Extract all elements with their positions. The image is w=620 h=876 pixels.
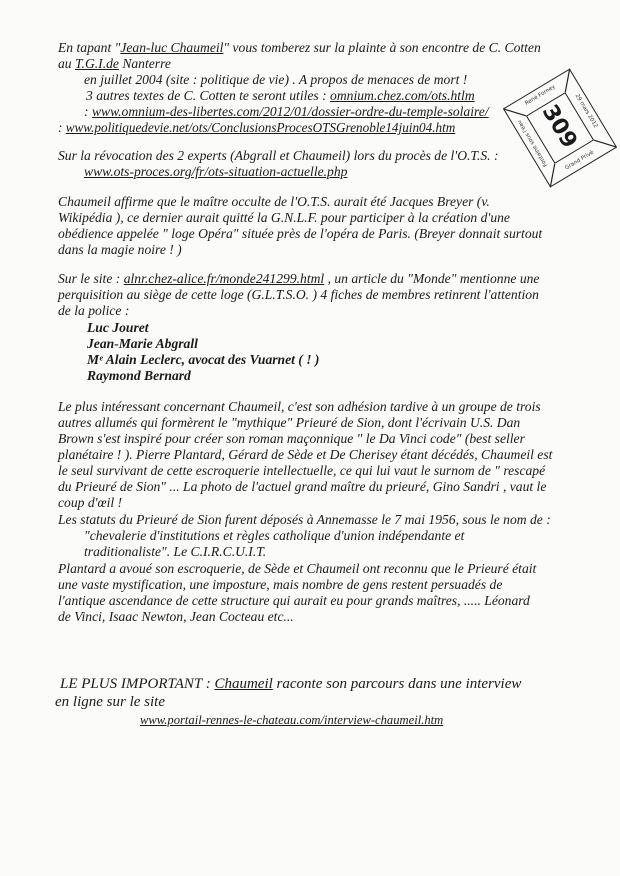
para5-line: le seul survivant de cette escroquerie intellectuelle, ce qui lui vaut le surnom de " rescapé — [58, 463, 546, 478]
para3-line: Wikipédia ), ce dernier aurait quitté la G.N.L.F. pour participer à la création d'une — [58, 210, 510, 225]
para5-tail-line: l'antique ascendance de cette structure qui aurait eu pour grands maîtres, ..... Léonard — [58, 593, 530, 608]
para5-line: du Prieuré de Sion" ... La photo de l'actuel grand maître du prieuré, Gino Sandri , vaut le — [58, 479, 547, 494]
member-item: Jean-Marie Abgrall — [87, 336, 198, 351]
para1-line2: au T.G.I.de Nanterre — [58, 56, 171, 71]
para5-line: planétaire ! ). Pierre Plantard, Gérard de Sède et De Cherisey étant décédés, Chaumeil est — [58, 447, 553, 462]
link-alnr[interactable]: alnr.chez-alice.fr/monde241299.html — [123, 271, 325, 286]
para5-indented-line: traditionaliste". Le C.I.R.C.U.I.T. — [84, 544, 267, 559]
para1-line6: : www.politiquedevie.net/ots/ConclusionsProcesOTSGrenoble14juin04.htm — [58, 120, 456, 135]
para3-line: Chaumeil affirme que le maître occulte de l'O.T.S. aurait été Jacques Breyer (v. — [58, 194, 490, 209]
para3-line: obédience appelée " loge Opéra" située près de l'opéra de Paris. (Breyer donnait surtout — [58, 226, 543, 241]
para1-line5: : www.omnium-des-libertes.com/2012/01/dossier-ordre-du-temple-solaire/ — [84, 104, 489, 119]
para5-line: Brown s'est inspiré pour créer son roman maçonnique " le Da Vinci code" (best seller — [58, 431, 525, 446]
para4-line1: Sur le site : alnr.chez-alice.fr/monde241299.html , un article du "Monde" mentionne une — [58, 271, 540, 286]
para5-indented-line: "chevalerie d'institutions et règles catholique d'union indépendante et — [84, 528, 465, 543]
para2-line1: Sur la révocation des 2 experts (Abgrall et Chaumeil) lors du procès de l'O.T.S. : — [58, 148, 499, 163]
link-portail-rennes-le-chateau[interactable]: www.portail-rennes-le-chateau.com/interview-chaumeil.htm — [140, 713, 444, 727]
member-item: Raymond Bernard — [87, 368, 191, 383]
link-ots-proces[interactable]: www.ots-proces.org/fr/ots-situation-actuelle.php — [84, 164, 348, 179]
link-chaumeil[interactable]: Chaumeil — [214, 676, 273, 692]
para5-line: Le plus intéressant concernant Chaumeil, c'est son adhésion tardive à un groupe de trois — [58, 399, 541, 414]
para4-line2: perquisition au siège de cette loge (G.L.T.S.O. ) 4 fiches de membres retinrent l'attention — [58, 287, 539, 302]
para1-line3: en juillet 2004 (site : politique de vie) . A propos de menaces de mort ! — [84, 72, 468, 87]
para1-line4: 3 autres textes de C. Cotten te seront utiles : omnium.chez.com/ots.htlm — [86, 88, 475, 103]
link-omnium-des-libertes[interactable]: www.omnium-des-libertes.com/2012/01/dossier-ordre-du-temple-solaire/ — [91, 104, 489, 119]
para3-line: dans la magie noire ! ) — [58, 242, 182, 257]
link-omnium[interactable]: omnium.chez.com/ots.htlm — [330, 88, 475, 103]
member-item: Luc Jouret — [87, 320, 149, 335]
registration-stamp — [503, 68, 617, 187]
para6-line3 — [140, 712, 443, 728]
para5-tail-line: une vaste mystification, une imposture, mais nombre de gens restent persuadés de — [58, 577, 503, 592]
para4-line3: de la police : — [58, 303, 130, 318]
member-item: Mᵉ Alain Leclerc, avocat des Vuarnet ( ! ) — [87, 352, 320, 367]
para5-tail-line: de Vinci, Isaac Newton, Jean Cocteau etc... — [58, 609, 294, 624]
link-tgi[interactable]: T.G.I.de — [75, 56, 119, 71]
para6-line1: LE PLUS IMPORTANT : Chaumeil raconte son parcours dans une interview — [60, 676, 522, 692]
para2-line2 — [84, 164, 347, 180]
stamp-bottom-text: Grand Privé — [564, 149, 595, 172]
stamp-number: 309 — [536, 100, 582, 153]
para1-line1: En tapant "Jean-luc Chaumeil" vous tomberez sur la plainte à son encontre de C. Cotten — [58, 40, 541, 55]
stamp-date-text: 29 mars 2012 — [573, 93, 599, 130]
link-jean-luc-chaumeil[interactable]: Jean-luc Chaumeil — [120, 40, 224, 55]
para5-tail-line: Plantard a avoué son escroquerie, de Sède et Chaumeil ont reconnu que le Prieuré était — [58, 561, 537, 576]
para5-line: Les statuts du Prieuré de Sion furent déposés à Annemasse le 7 mai 1956, sous le nom de : — [58, 512, 551, 527]
link-politiquedevie[interactable]: www.politiquedevie.net/ots/ConclusionsProcesOTSGrenoble14juin04.htm — [65, 120, 456, 135]
para5-line: autres allumés qui formèrent le "mythique" Prieuré de Sion, dont l'écrivain U.S. Dan — [58, 415, 521, 430]
para6-line2: en ligne sur le site — [55, 694, 165, 710]
para5-line: coup d'œil ! — [58, 495, 123, 510]
stamp-top-text: René Forney — [524, 84, 557, 107]
stamp-left-text: Fontaine sous l'eau — [516, 118, 550, 168]
